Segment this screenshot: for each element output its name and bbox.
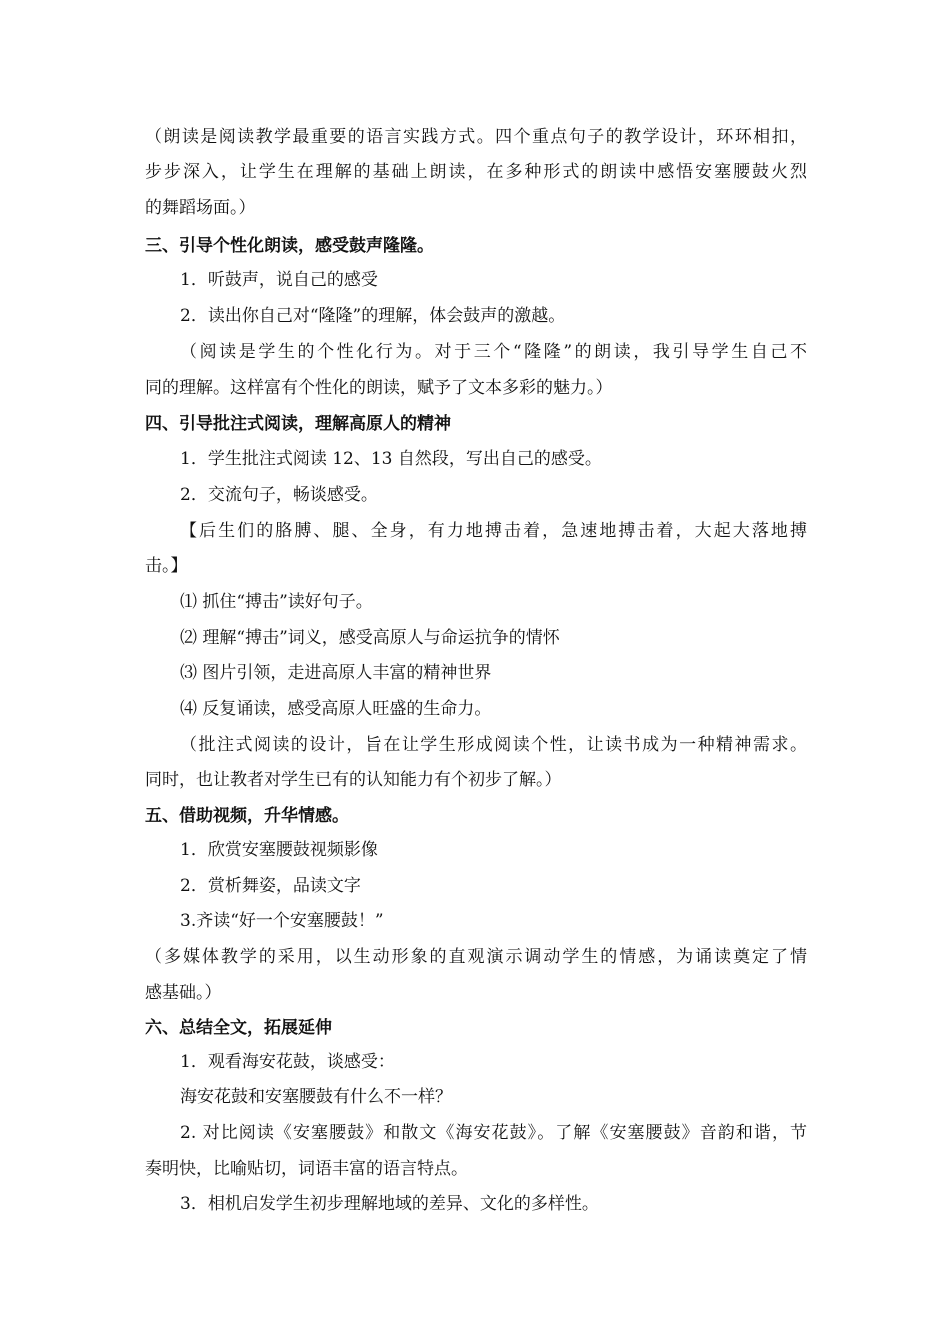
paragraph-line: 奏明快，比喻贴切，词语丰富的语言特点。	[145, 1159, 468, 1179]
section-heading-3: 三、引导个性化朗读，感受鼓声隆隆。	[145, 236, 434, 256]
section-heading-6: 六、总结全文，拓展延伸	[145, 1018, 332, 1038]
paragraph-line: 同时，也让教者对学生已有的认知能力有个初步了解。）	[145, 770, 562, 790]
paragraph-line: 感基础。）	[145, 983, 222, 1003]
sub-list-item: ⑶ 图片引领，走进高原人丰富的精神世界	[180, 663, 492, 683]
paragraph-line: 同的理解。这样富有个性化的朗读，赋予了文本多彩的魅力。）	[145, 378, 613, 398]
list-item: 1．学生批注式阅读 12、13 自然段，写出自己的感受。	[180, 449, 602, 469]
list-item: 2．读出你自己对“隆隆”的理解，体会鼓声的激越。	[180, 306, 566, 326]
list-item: 1．听鼓声，说自己的感受	[180, 270, 378, 290]
paragraph-line: 的舞蹈场面。）	[145, 198, 256, 218]
list-item: 1．观看海安花鼓，谈感受：	[180, 1052, 395, 1072]
sub-list-item: ⑴ 抓住“搏击”读好句子。	[180, 592, 373, 612]
paragraph-line: （多媒体教学的采用，以生动形象的直观演示调动学生的情感，为诵读奠定了情	[145, 947, 807, 967]
sub-list-item: ⑷ 反复诵读，感受高原人旺盛的生命力。	[180, 699, 492, 719]
paragraph-line: （朗读是阅读教学最重要的语言实践方式。四个重点句子的教学设计，环环相扣，	[145, 127, 807, 147]
quote-line: 【后生们的胳膊、腿、全身，有力地搏击着，急速地搏击着，大起大落地搏	[180, 521, 807, 541]
paragraph-line: 海安花鼓和安塞腰鼓有什么不一样？	[180, 1087, 452, 1107]
list-item: 2．赏析舞姿，品读文字	[180, 876, 361, 896]
paragraph-line: 步步深入，让学生在理解的基础上朗读，在多种形式的朗读中感悟安塞腰鼓火烈	[145, 162, 807, 182]
list-item: 3.齐读“好一个安塞腰鼓！”	[180, 911, 384, 931]
list-item: 3．相机启发学生初步理解地域的差异、文化的多样性。	[180, 1194, 599, 1214]
list-item: 2．交流句子，畅谈感受。	[180, 485, 378, 505]
list-item: 1．欣赏安塞腰鼓视频影像	[180, 840, 378, 860]
quote-line: 击。】	[145, 556, 188, 576]
list-item: 2. 对比阅读《安塞腰鼓》和散文《海安花鼓》。了解《安塞腰鼓》音韵和谐，节	[180, 1123, 807, 1143]
paragraph-line: （批注式阅读的设计，旨在让学生形成阅读个性，让读书成为一种精神需求。	[180, 735, 807, 755]
sub-list-item: ⑵ 理解“搏击”词义，感受高原人与命运抗争的情怀	[180, 628, 560, 648]
section-heading-5: 五、借助视频，升华情感。	[145, 806, 349, 826]
section-heading-4: 四、引导批注式阅读，理解高原人的精神	[145, 414, 451, 434]
paragraph-line: （阅读是学生的个性化行为。对于三个“隆隆”的朗读，我引导学生自己不	[180, 342, 807, 362]
